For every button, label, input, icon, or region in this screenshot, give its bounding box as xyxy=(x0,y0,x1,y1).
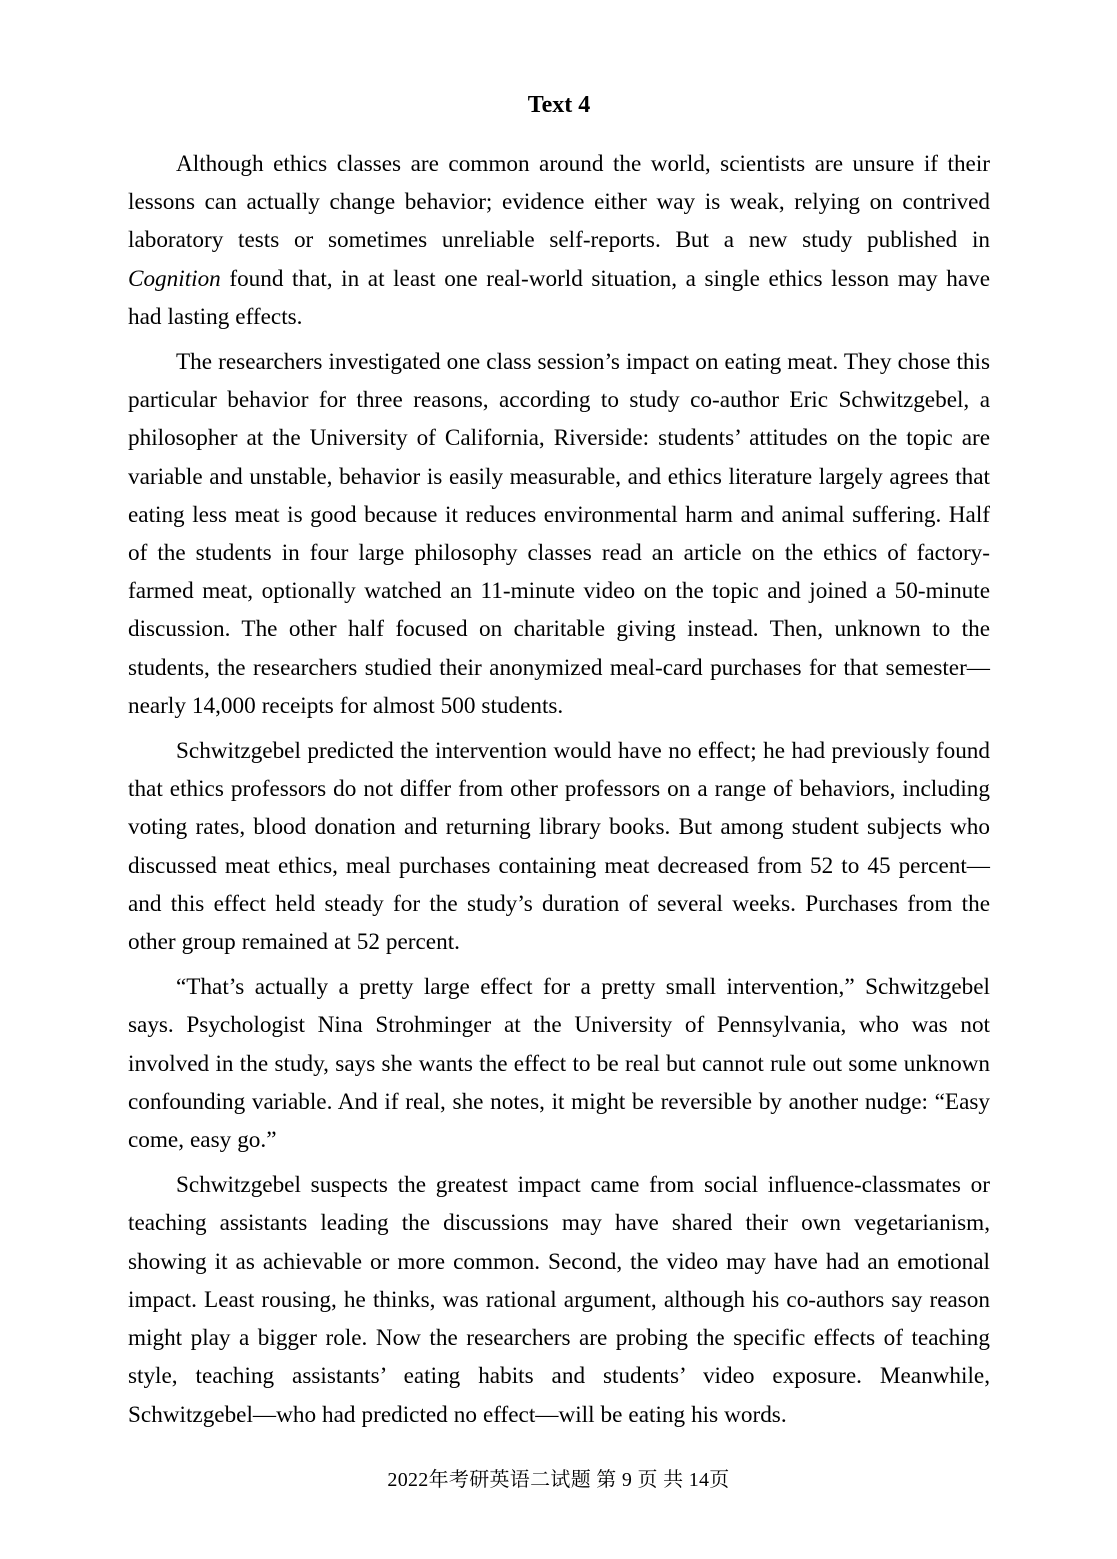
paragraph-4: “That’s actually a pretty large effect for a pretty small intervention,” Schwitzgebel says. Psychologist Nina Strohminger at the University of Pennsylvania, who was not involved in the study, says she wants the effect to be real but cannot rule out some unknown confounding variable. And if real, she notes, it might be reversible by another nudge: “Easy come, easy go.” xyxy=(128,974,990,1154)
paragraph-2: The researchers investigated one class session’s impact on eating meat. They chose this particular behavior for three reasons, according to study co-author Eric Schwitzgebel, a philosopher at the University of California, Riverside: students’ attitudes on the topic are variable and unstable, behavior is easily measurable, and ethics literature largely agrees that eating less meat is good because it reduces environmental harm and animal suffering. Half of the students in four large philosophy classes read an article on the ethics of factory-farmed meat, optionally watched an 11-minute video on the topic and joined a 50-minute discussion. The other half focused on charitable giving instead. Then, unknown to the students, the researchers studied their anonymized meal-card purchases for that semester—nearly 14,000 receipts for almost 500 students. xyxy=(128,349,990,719)
paragraph-1 xyxy=(128,145,990,336)
page-footer: 2022年考研英语二试题 第 9 页 共 14页 xyxy=(387,1469,730,1491)
paragraph-5: Schwitzgebel suspects the greatest impact came from social influence-classmates or teaching assistants leading the discussions may have shared their own vegetarianism, showing it as achievable or more common. Second, the video may have had an emotional impact. Least rousing, he thinks, was rational argument, although his co-authors say reason might play a bigger role. Now the researchers are probing the specific effects of teaching style, teaching assistants’ eating habits and students’ video exposure. Meanwhile, Schwitzgebel—who had predicted no effect—will be eating his words. xyxy=(128,1172,990,1428)
journal-name-italic: Cognition xyxy=(128,265,221,292)
page-content xyxy=(128,0,990,1434)
paragraph-1-text-before-italic: Although ethics classes are common around the world, scientists are unsure if their lessons can actually change behavior; evidence either way is weak, relying on contrived laboratory tests or sometimes unreliable self-reports. But a new study published in xyxy=(128,151,990,254)
page-title: Text 4 xyxy=(527,92,591,118)
article-body xyxy=(128,124,990,1434)
paragraph-1-text-after-italic: found that, in at least one real-world situation, a single ethics lesson may have had lasting effects. xyxy=(128,265,990,330)
paragraph-3: Schwitzgebel predicted the intervention would have no effect; he had previously found that ethics professors do not differ from other professors on a range of behaviors, including voting rates, blood donation and returning library books. But among student subjects who discussed meat ethics, meal purchases containing meat decreased from 52 to 45 percent—and this effect held steady for the study’s duration of several weeks. Purchases from the other group remained at 52 percent. xyxy=(128,738,990,956)
